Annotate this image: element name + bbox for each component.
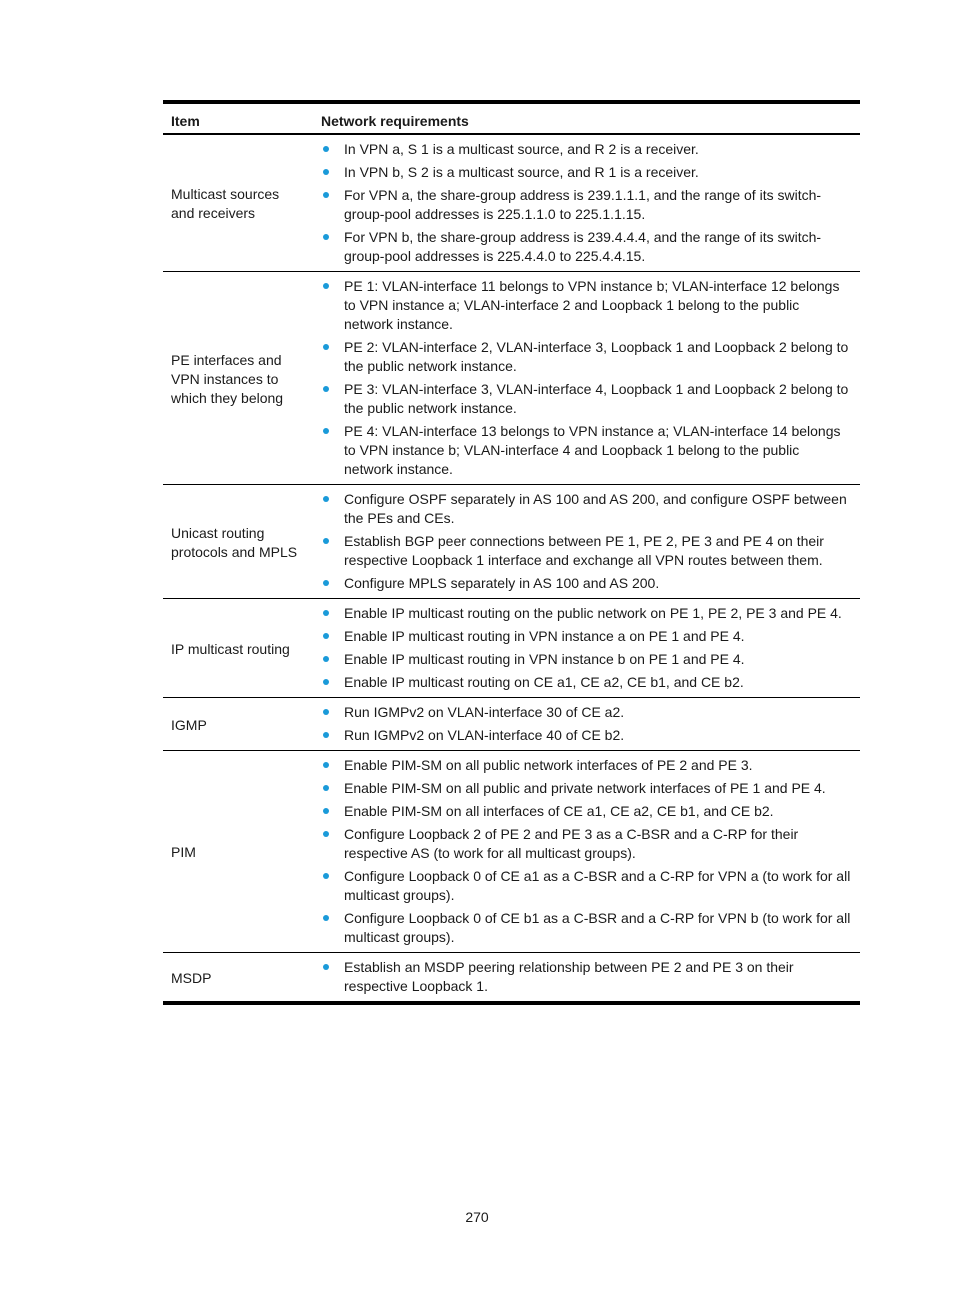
list-item [321, 338, 852, 376]
list-item [321, 909, 852, 947]
requirement-text: PE 1: VLAN-interface 11 belongs to VPN instance b; VLAN-interface 12 belongs to VPN instance a; VLAN-interface 2 and Loopback 1 belong to the public network instance. [344, 278, 840, 332]
requirements-cell [313, 272, 860, 485]
item-cell: Unicast routing protocols and MPLS [163, 485, 313, 599]
requirements-list [321, 277, 852, 479]
bullet-icon [323, 146, 329, 152]
bullet-icon [323, 633, 329, 639]
requirement-text: Enable IP multicast routing in VPN instance b on PE 1 and PE 4. [344, 651, 745, 667]
table-row [163, 751, 860, 953]
list-item [321, 604, 852, 623]
bullet-icon [323, 732, 329, 738]
bullet-icon [323, 496, 329, 502]
requirements-list [321, 958, 852, 996]
requirement-text: For VPN b, the share-group address is 239.4.4.4, and the range of its switch-group-pool addresses is 225.4.4.0 to 225.4.4.15. [344, 229, 822, 264]
requirements-list [321, 703, 852, 745]
list-item [321, 825, 852, 863]
list-item [321, 650, 852, 669]
requirements-cell [313, 599, 860, 698]
bullet-icon [323, 656, 329, 662]
requirement-text: PE 4: VLAN-interface 13 belongs to VPN instance a; VLAN-interface 14 belongs to VPN instance b; VLAN-interface 4 and Loopback 1 belong to the public network instance. [344, 423, 841, 477]
item-cell: PIM [163, 751, 313, 953]
list-item [321, 726, 852, 745]
requirement-text: Configure Loopback 0 of CE a1 as a C-BSR and a C-RP for VPN a (to work for all multicast groups). [344, 868, 851, 903]
table-body [163, 134, 860, 1003]
table-header-row [163, 102, 860, 134]
requirements-list [321, 756, 852, 947]
table-row [163, 272, 860, 485]
requirement-text: Enable IP multicast routing on CE a1, CE a2, CE b1, and CE b2. [344, 674, 744, 690]
bullet-icon [323, 580, 329, 586]
requirement-text: Configure MPLS separately in AS 100 and AS 200. [344, 575, 660, 591]
requirement-text: In VPN b, S 2 is a multicast source, and R 1 is a receiver. [344, 164, 699, 180]
requirement-text: Configure OSPF separately in AS 100 and AS 200, and configure OSPF between the PEs and CEs. [344, 491, 847, 526]
list-item [321, 277, 852, 334]
list-item [321, 140, 852, 159]
bullet-icon [323, 964, 329, 970]
requirements-cell [313, 953, 860, 1004]
item-cell: Multicast sources and receivers [171, 186, 280, 221]
requirement-text: Establish an MSDP peering relationship between PE 2 and PE 3 on their respective Loopback 1. [344, 959, 794, 994]
list-item [321, 802, 852, 821]
item-cell: IGMP [163, 698, 313, 751]
page-number: 270 [465, 1209, 489, 1225]
requirement-text: Enable PIM-SM on all interfaces of CE a1, CE a2, CE b1, and CE b2. [344, 803, 774, 819]
bullet-icon [323, 831, 329, 837]
bullet-icon [323, 234, 329, 240]
requirements-list [321, 140, 852, 266]
table-row [163, 134, 860, 272]
header-item: Item [163, 102, 313, 134]
bullet-icon [323, 283, 329, 289]
requirement-text: Enable PIM-SM on all public network interfaces of PE 2 and PE 3. [344, 757, 753, 773]
bullet-icon [323, 192, 329, 198]
requirement-text: Enable PIM-SM on all public and private network interfaces of PE 1 and PE 4. [344, 780, 826, 796]
item-cell: PE interfaces and VPN instances to which they belong [163, 272, 313, 485]
list-item [321, 627, 852, 646]
bullet-icon [323, 344, 329, 350]
bullet-icon [323, 169, 329, 175]
requirement-text: Establish BGP peer connections between PE 1, PE 2, PE 3 and PE 4 on their respective Loopback 1 interface and exchange all VPN routes between them. [344, 533, 824, 568]
table-row [163, 698, 860, 751]
list-item [321, 673, 852, 692]
list-item [321, 958, 852, 996]
requirements-cell [313, 751, 860, 953]
list-item [321, 228, 852, 266]
item-cell: IP multicast routing [163, 599, 313, 698]
list-item [321, 422, 852, 479]
list-item [321, 490, 852, 528]
bullet-icon [323, 386, 329, 392]
bullet-icon [323, 428, 329, 434]
item-cell: MSDP [163, 953, 313, 1004]
list-item [321, 532, 852, 570]
requirements-list [321, 604, 852, 692]
list-item [321, 867, 852, 905]
bullet-icon [323, 915, 329, 921]
list-item [321, 380, 852, 418]
table-row [163, 953, 860, 1004]
requirement-text: PE 3: VLAN-interface 3, VLAN-interface 4, Loopback 1 and Loopback 2 belong to the public network instance. [344, 381, 849, 416]
requirement-text: PE 2: VLAN-interface 2, VLAN-interface 3, Loopback 1 and Loopback 2 belong to the public network instance. [344, 339, 849, 374]
bullet-icon [323, 610, 329, 616]
requirement-text: Configure Loopback 0 of CE b1 as a C-BSR and a C-RP for VPN b (to work for all multicast groups). [344, 910, 851, 945]
network-requirements-table [163, 100, 860, 1005]
requirement-text: Run IGMPv2 on VLAN-interface 40 of CE b2. [344, 727, 625, 743]
requirements-cell [313, 134, 860, 272]
list-item [321, 779, 852, 798]
bullet-icon [323, 873, 329, 879]
requirement-text: In VPN a, S 1 is a multicast source, and R 2 is a receiver. [344, 141, 699, 157]
list-item [321, 574, 852, 593]
requirement-text: Run IGMPv2 on VLAN-interface 30 of CE a2. [344, 704, 625, 720]
list-item [321, 756, 852, 775]
table-row [163, 599, 860, 698]
requirements-cell [313, 698, 860, 751]
bullet-icon [323, 679, 329, 685]
requirements-list [321, 490, 852, 593]
requirement-text: Enable IP multicast routing in VPN instance a on PE 1 and PE 4. [344, 628, 745, 644]
bullet-icon [323, 785, 329, 791]
list-item [321, 703, 852, 722]
header-network-requirements: Network requirements [313, 102, 860, 134]
requirements-cell [313, 485, 860, 599]
bullet-icon [323, 709, 329, 715]
requirement-text: Configure Loopback 2 of PE 2 and PE 3 as a C-BSR and a C-RP for their respective AS (to work for all multicast groups). [344, 826, 799, 861]
table-row [163, 485, 860, 599]
requirement-text: Enable IP multicast routing on the public network on PE 1, PE 2, PE 3 and PE 4. [344, 605, 842, 621]
requirement-text: For VPN a, the share-group address is 239.1.1.1, and the range of its switch-group-pool addresses is 225.1.1.0 to 225.1.1.15. [344, 187, 822, 222]
bullet-icon [323, 762, 329, 768]
list-item [321, 186, 852, 224]
bullet-icon [323, 808, 329, 814]
bullet-icon [323, 538, 329, 544]
list-item [321, 163, 852, 182]
